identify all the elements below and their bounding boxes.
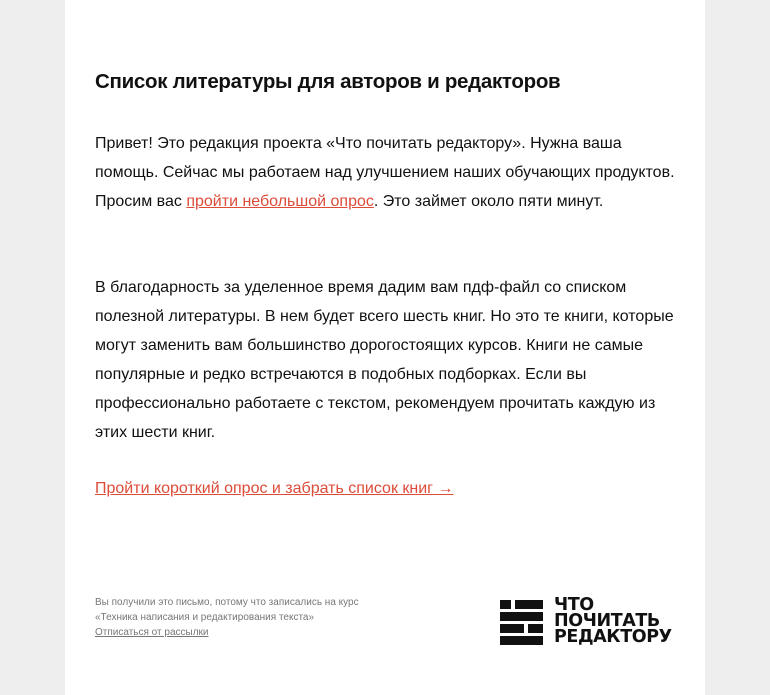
cta-container	[95, 474, 453, 503]
email-title: Список литературы для авторов и редакторов	[95, 70, 561, 93]
survey-inline-link[interactable]: пройти небольшой опрос	[186, 193, 374, 210]
footer-line-1: Вы получили это письмо, потому что записались на курс	[95, 597, 359, 608]
unsubscribe-link[interactable]: Отписаться от рассылки	[95, 627, 209, 638]
intro-paragraph	[95, 129, 677, 216]
email-card	[65, 0, 705, 695]
brand-logo	[500, 597, 678, 649]
reward-paragraph: В благодарность за уделенное время дадим вам пдф-файл со списком полезной литературы. В нем будет всего шесть книг. Но это те книги, которые могут заменить вам большинство дорогостоящих курсов. Книги не самые популярные и редко встречаются в подобных подборках. Если вы профессионально работаете с текстом, рекомендуем прочитать каждую из этих шести книг.	[95, 279, 674, 441]
logo-line-1: ЧТО	[554, 595, 594, 615]
logo-line-3: РЕДАКТОРУ	[554, 627, 672, 647]
intro-text-after: . Это займет около пяти минут.	[373, 193, 604, 210]
intro-text-before: Привет! Это редакция проекта «Что почитать редактору». Нужна ваша помощь. Сейчас мы работаем над улучшением наших обучающих продуктов. Просим вас	[95, 135, 675, 210]
footer-notice	[95, 595, 395, 640]
survey-cta-link[interactable]: Пройти короткий опрос и забрать список книг →	[95, 480, 454, 497]
footer-line-2: «Техника написания и редактирования текста»	[95, 612, 315, 623]
logo-wordmark	[554, 597, 672, 645]
logo-line-2: ПОЧИТАТЬ	[554, 611, 660, 631]
